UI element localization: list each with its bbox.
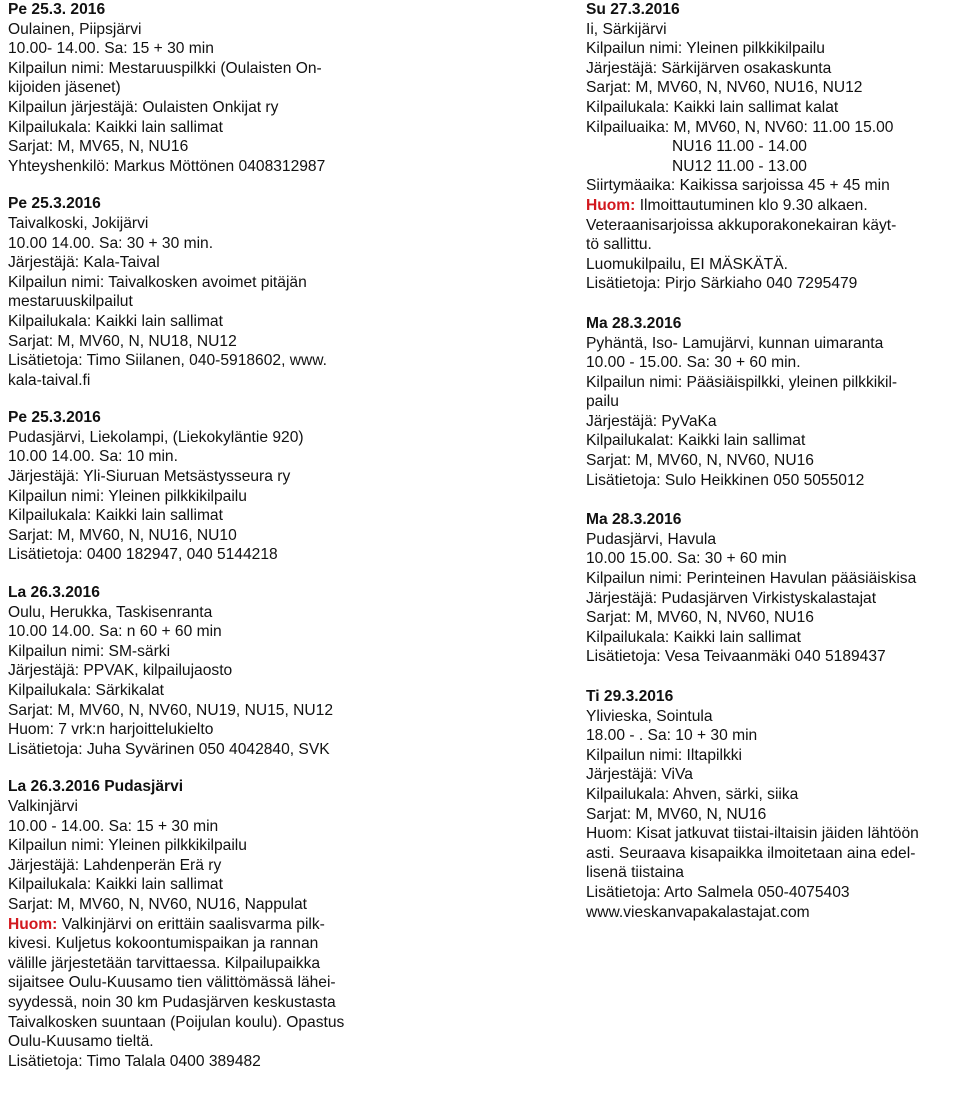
event-text-line: Järjestäjä: Särkijärven osakaskunta — [586, 59, 832, 77]
event-text-line: Kilpailun nimi: Taivalkosken avoimet pitäjän — [8, 273, 307, 291]
event-text-line: Järjestäjä: Yli-Siuruan Metsästysseura ry — [8, 468, 291, 486]
event-text-line: Ylivieska, Sointula — [586, 707, 713, 725]
event-text-line: Kilpailukala: Kaikki lain sallimat — [8, 507, 223, 525]
event-text-line: Lisätietoja: Juha Syvärinen 050 4042840, SVK — [8, 740, 330, 758]
event-text-line: Lisätietoja: Pirjo Särkiaho 040 7295479 — [586, 275, 858, 293]
event-date-heading: Pe 25.3.2016 — [8, 409, 101, 427]
event-block — [8, 0, 568, 176]
event-text-line — [586, 196, 958, 216]
event-block — [8, 777, 568, 1071]
event-text-line: Kilpailukala: Särkikalat — [8, 682, 165, 699]
note-text: Valkinjärvi on erittäin saalisvarma pilk- — [57, 915, 325, 933]
event-separator — [586, 294, 958, 314]
event-block — [8, 583, 568, 759]
event-text-line: Taivalkoski, Jokijärvi — [8, 214, 149, 232]
event-text-line: NU12 11.00 - 13.00 — [672, 157, 807, 175]
event-text-line: Veteraanisarjoissa akkuporakonekairan käyt- — [586, 216, 897, 234]
event-text-line: mestaruuskilpailut — [8, 293, 133, 311]
event-date-heading: Ma 28.3.2016 — [586, 511, 682, 529]
event-text-line: Järjestäjä: PPVAK, kilpailujaosto — [8, 662, 233, 680]
event-block — [586, 510, 958, 667]
event-text-line: Sarjat: M, MV60, N, NU16, NU10 — [8, 526, 237, 544]
event-text-line: Kilpailun nimi: Perinteinen Havulan pääsiäiskisa — [586, 570, 917, 588]
event-separator — [586, 667, 958, 687]
event-text-line: www.vieskanvapakalastajat.com — [586, 903, 810, 921]
event-separator — [8, 565, 568, 583]
event-text-line: asti. Seuraava kisapaikka ilmoitetaan aina edel- — [586, 844, 916, 862]
event-text-line: Siirtymäaika: Kaikissa sarjoissa 45 + 45 min — [586, 177, 890, 195]
event-block — [586, 0, 958, 294]
event-text-line: Kilpailukala: Ahven, särki, siika — [586, 785, 799, 803]
event-text-line: Järjestäjä: ViVa — [586, 766, 693, 784]
event-text-line: Kilpailukala: Kaikki lain sallimat kalat — [586, 98, 839, 116]
event-text-line: Sarjat: M, MV60, N, NU18, NU12 — [8, 332, 237, 350]
event-separator — [8, 390, 568, 408]
event-separator — [8, 176, 568, 194]
event-text-line: Kilpailun nimi: Yleinen pilkkikilpailu — [8, 837, 247, 855]
event-text-line: Huom: 7 vrk:n harjoittelukielto — [8, 721, 214, 739]
event-text-line: Lisätietoja: Timo Talala 0400 389482 — [8, 1052, 261, 1070]
event-text-line: Sarjat: M, MV60, N, NV60, NU16 — [586, 609, 814, 627]
event-text-line: Lisätietoja: 0400 182947, 040 5144218 — [8, 546, 278, 564]
event-text-line: Järjestäjä: Kala-Taival — [8, 254, 160, 272]
note-text: Ilmoittautuminen klo 9.30 alkaen. — [635, 196, 868, 214]
event-text-line: Kilpailun nimi: Yleinen pilkkikilpailu — [586, 40, 825, 58]
event-text-line: Kilpailukala: Kaikki lain sallimat — [8, 312, 223, 330]
event-text-line: 10.00 15.00. Sa: 30 + 60 min — [586, 550, 787, 568]
event-date-heading: Pe 25.3. 2016 — [8, 1, 106, 18]
event-separator — [586, 490, 958, 510]
event-text-line: Sarjat: M, MV60, N, NV60, NU16 — [586, 452, 814, 470]
event-block — [586, 314, 958, 490]
event-text-line: Kilpailukala: Kaikki lain sallimat — [586, 628, 801, 646]
event-text-line: Kilpailun nimi: Mestaruuspilkki (Oulaisten On- — [8, 59, 322, 77]
event-text-line: Lisätietoja: Sulo Heikkinen 050 5055012 — [586, 471, 865, 489]
event-text-line: Järjestäjä: PyVaKa — [586, 412, 717, 430]
event-text-line: Huom: Kisat jatkuvat tiistai-iltaisin jäiden lähtöön — [586, 825, 919, 843]
event-text-line: Oulu-Kuusamo tieltä. — [8, 1033, 154, 1051]
event-text-line: Sarjat: M, MV60, N, NU16 — [586, 805, 767, 823]
event-date-heading: La 26.3.2016 — [8, 584, 100, 602]
event-text-line: kijoiden jäsenet) — [8, 79, 121, 97]
right-column — [586, 0, 958, 922]
event-block — [8, 194, 568, 390]
event-text-line: Järjestäjä: Lahdenperän Erä ry — [8, 856, 222, 874]
event-text-line: Järjestäjä: Pudasjärven Virkistyskalastajat — [586, 589, 877, 607]
event-text-line: 10.00 14.00. Sa: 10 min. — [8, 448, 178, 466]
event-text-line: 10.00 - 15.00. Sa: 30 + 60 min. — [586, 354, 801, 372]
event-text-line: Lisätietoja: Timo Siilanen, 040-5918602, www. — [8, 352, 327, 370]
event-text-line: Ii, Särkijärvi — [586, 20, 667, 38]
event-text-line: välille järjestetään tarvittaessa. Kilpailupaikka — [8, 954, 321, 972]
event-text-line — [8, 915, 568, 935]
event-text-line: 10.00- 14.00. Sa: 15 + 30 min — [8, 40, 214, 58]
event-date-heading: Su 27.3.2016 — [586, 1, 680, 18]
event-text-line: pailu — [586, 393, 619, 411]
event-block — [586, 687, 958, 922]
event-text-line: Taivalkosken suuntaan (Poijulan koulu). Opastus — [8, 1013, 345, 1031]
event-text-line: Lisätietoja: Arto Salmela 050-4075403 — [586, 883, 850, 901]
event-text-line: Sarjat: M, MV60, N, NV60, NU16, NU12 — [586, 79, 863, 97]
event-date-heading: Pe 25.3.2016 — [8, 195, 101, 213]
event-date-heading: La 26.3.2016 Pudasjärvi — [8, 778, 184, 796]
event-text-line: Kilpailun nimi: Pääsiäispilkki, yleinen pilkkikil- — [586, 373, 898, 391]
event-text-line: syydessä, noin 30 km Pudasjärven keskustasta — [8, 993, 336, 1011]
event-text-line: Sarjat: M, MV60, N, NV60, NU19, NU15, NU12 — [8, 701, 333, 719]
event-date-heading: Ma 28.3.2016 — [586, 314, 682, 332]
event-text-line: Kilpailukala: Kaikki lain sallimat — [8, 876, 223, 894]
event-text-line: Oulu, Herukka, Taskisenranta — [8, 603, 213, 621]
event-text-line: Sarjat: M, MV65, N, NU16 — [8, 138, 189, 156]
event-text-line: Kilpailun järjestäjä: Oulaisten Onkijat ry — [8, 98, 279, 116]
event-block — [8, 408, 568, 565]
note-label: Huom: — [8, 915, 58, 933]
event-text-line: Valkinjärvi — [8, 797, 78, 815]
event-text-line: 10.00 - 14.00. Sa: 15 + 30 min — [8, 817, 219, 835]
event-text-line: kala-taival.fi — [8, 371, 91, 389]
event-text-line: Kilpailun nimi: Iltapilkki — [586, 746, 742, 764]
event-text-line: 10.00 14.00. Sa: 30 + 30 min. — [8, 234, 214, 252]
event-text-line: tö sallittu. — [586, 236, 652, 254]
left-column — [8, 0, 568, 1071]
event-text-line: Kilpailukalat: Kaikki lain sallimat — [586, 432, 806, 450]
event-text-line: Luomukilpailu, EI MÄSKÄTÄ. — [586, 255, 788, 273]
event-text-line: Pyhäntä, Iso- Lamujärvi, kunnan uimaranta — [586, 334, 884, 352]
event-text-line: Pudasjärvi, Liekolampi, (Liekokyläntie 920) — [8, 428, 304, 446]
event-text-line: 10.00 14.00. Sa: n 60 + 60 min — [8, 623, 222, 641]
event-text-line: Pudasjärvi, Havula — [586, 530, 717, 548]
event-text-line: sijaitsee Oulu-Kuusamo tien välittömässä lähei- — [8, 974, 336, 992]
event-text-line: NU16 11.00 - 14.00 — [672, 138, 807, 156]
event-text-line: Kilpailuaika: M, MV60, N, NV60: 11.00 15.00 — [586, 118, 894, 136]
event-text-line: Kilpailun nimi: SM-särki — [8, 642, 171, 660]
note-label: Huom: — [586, 196, 636, 214]
event-text-line: Oulainen, Piipsjärvi — [8, 20, 142, 38]
event-text-line: Kilpailukala: Kaikki lain sallimat — [8, 118, 223, 136]
event-text-line: 18.00 - . Sa: 10 + 30 min — [586, 727, 758, 745]
event-separator — [8, 759, 568, 777]
event-text-line: Kilpailun nimi: Yleinen pilkkikilpailu — [8, 487, 247, 505]
event-text-line: kivesi. Kuljetus kokoontumispaikan ja rannan — [8, 935, 319, 953]
event-text-line: Sarjat: M, MV60, N, NV60, NU16, Nappulat — [8, 895, 308, 913]
event-text-line: Yhteyshenkilö: Markus Möttönen 0408312987 — [8, 157, 326, 175]
event-text-line: Lisätietoja: Vesa Teivaanmäki 040 5189437 — [586, 648, 886, 666]
event-date-heading: Ti 29.3.2016 — [586, 688, 674, 705]
event-text-line: lisenä tiistaina — [586, 864, 684, 882]
